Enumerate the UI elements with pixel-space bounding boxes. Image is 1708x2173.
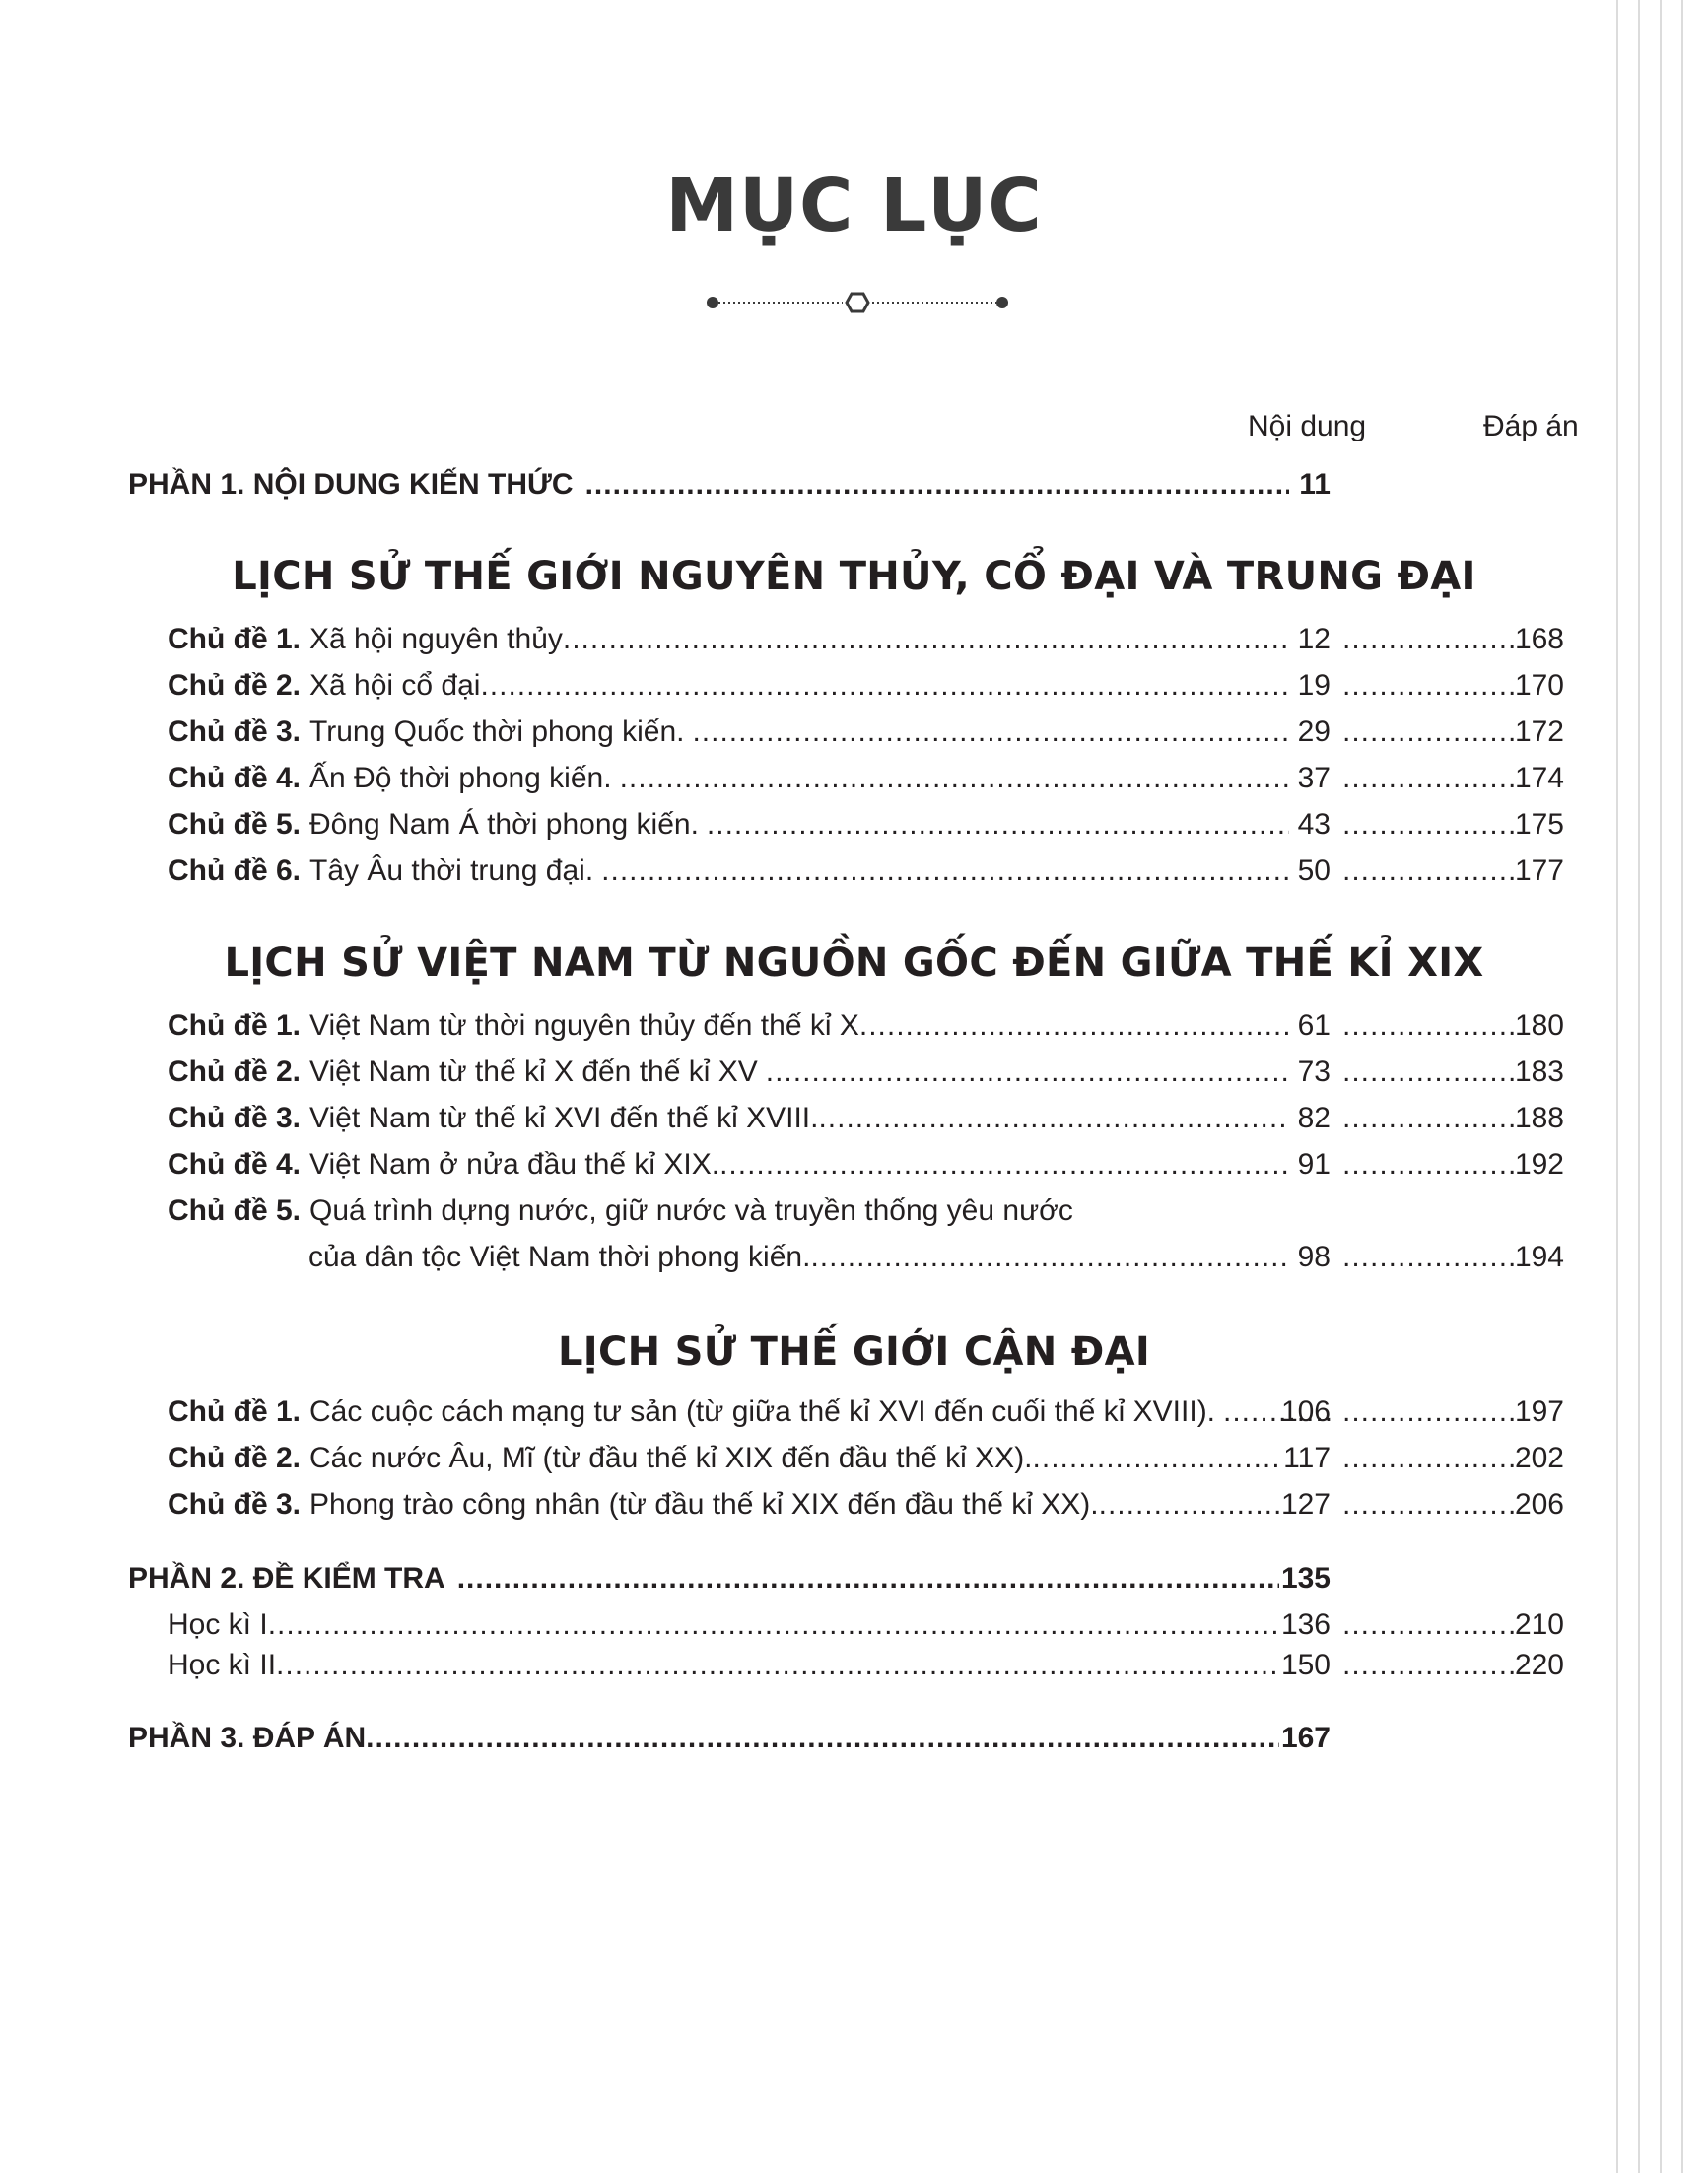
section-heading: LỊCH SỬ THẾ GIỚI NGUYÊN THỦY, CỔ ĐẠI VÀ TRUNG ĐẠI	[232, 554, 1476, 599]
section-heading: LỊCH SỬ VIỆT NAM TỪ NGUỒN GỐC ĐẾN GIỮA THẾ KỈ XIX	[224, 940, 1484, 985]
topic-number: Chủ đề 3.	[168, 1488, 302, 1521]
leader-dots	[268, 1605, 1279, 1645]
topic-title: Việt Nam từ thế kỉ X đến thế kỉ XV	[309, 1055, 758, 1088]
leader-dots	[1342, 1392, 1515, 1432]
topic-title: Các nước Âu, Mĩ (từ đầu thế kỉ XIX đến đầu thế kỉ XX).	[309, 1442, 1033, 1474]
leader-dots	[276, 1646, 1279, 1685]
leader-dots	[1342, 805, 1515, 845]
topic-number: Chủ đề 5.	[168, 808, 302, 841]
toc-row[interactable]	[0, 851, 1708, 891]
toc-part-row[interactable]	[0, 1719, 1708, 1758]
page-number: 12	[1297, 623, 1331, 655]
answer-page-number: 188	[1514, 1102, 1564, 1134]
topic-number: Chủ đề 2.	[168, 669, 302, 702]
toc-row[interactable]	[0, 1145, 1708, 1185]
page-number: 61	[1297, 1009, 1331, 1042]
toc-row[interactable]	[0, 805, 1708, 845]
toc-row[interactable]	[0, 1485, 1708, 1525]
section-heading: LỊCH SỬ THẾ GIỚI CẬN ĐẠI	[557, 1329, 1151, 1375]
toc-row[interactable]	[0, 713, 1708, 752]
topic-title: Tây Âu thời trung đại.	[309, 854, 594, 887]
topic-title: Đông Nam Á thời phong kiến.	[309, 808, 699, 841]
leader-dots	[1342, 1145, 1515, 1185]
topic-number: Chủ đề 4.	[168, 762, 302, 794]
leader-dots	[692, 713, 1289, 752]
toc-row-continuation[interactable]	[0, 1238, 1708, 1277]
page-number: 127	[1280, 1488, 1331, 1521]
toc-row[interactable]	[0, 1099, 1708, 1138]
topic-title: Việt Nam ở nửa đầu thế kỉ XIX.	[309, 1148, 720, 1181]
topic-number: Chủ đề 2.	[168, 1055, 302, 1088]
answer-page-number: 206	[1514, 1488, 1564, 1521]
leader-dots	[480, 666, 1289, 706]
page-number: 117	[1283, 1442, 1331, 1474]
leader-dots	[1342, 1439, 1515, 1478]
topic-number: Chủ đề 6.	[168, 854, 302, 887]
topic-title: Phong trào công nhân (từ đầu thế kỉ XIX đến đầu thế kỉ XX).	[309, 1488, 1099, 1521]
topic-title: Ấn Độ thời phong kiến.	[309, 762, 612, 794]
answer-page-number: 192	[1514, 1148, 1564, 1181]
toc-row[interactable]	[0, 1191, 1708, 1231]
leader-dots	[1342, 1238, 1515, 1277]
toc-row[interactable]	[0, 1053, 1708, 1092]
topic-number: Chủ đề 5.	[168, 1194, 302, 1227]
answer-page-number: 175	[1514, 808, 1564, 841]
page-number: 136	[1280, 1608, 1331, 1641]
topic-title: Quá trình dựng nước, giữ nước và truyền thống yêu nước	[309, 1194, 1073, 1227]
topic-number: Chủ đề 3.	[168, 715, 302, 748]
item-title: Học kì I	[168, 1608, 268, 1641]
leader-dots	[719, 1145, 1289, 1185]
column-head-answers: Đáp án	[1483, 410, 1579, 442]
page-number: 29	[1297, 715, 1331, 748]
page-number: 91	[1297, 1148, 1331, 1181]
leader-dots	[366, 1719, 1279, 1758]
leader-dots	[1342, 1053, 1515, 1092]
leader-dots	[1342, 1646, 1515, 1685]
leader-dots	[1342, 851, 1515, 891]
page-number: 135	[1280, 1562, 1331, 1595]
answer-page-number: 202	[1514, 1442, 1564, 1474]
topic-number: Chủ đề 1.	[168, 1009, 302, 1042]
page-number: 11	[1299, 468, 1331, 501]
toc-row[interactable]	[0, 1006, 1708, 1046]
page-number: 150	[1280, 1649, 1331, 1681]
leader-dots	[1342, 713, 1515, 752]
answer-page-number: 194	[1514, 1241, 1564, 1273]
leader-dots	[1342, 1006, 1515, 1046]
leader-dots	[1033, 1439, 1279, 1478]
leader-dots	[620, 759, 1289, 798]
page-number: 73	[1297, 1055, 1331, 1088]
leader-dots	[810, 1238, 1289, 1277]
leader-dots	[1342, 1485, 1515, 1525]
toc-row[interactable]	[0, 759, 1708, 798]
column-head-content: Nội dung	[1248, 410, 1367, 442]
leader-dots	[1342, 759, 1515, 798]
answer-page-number: 177	[1514, 854, 1564, 887]
toc-part-row[interactable]	[0, 1559, 1708, 1598]
toc-row[interactable]	[0, 1605, 1708, 1645]
leader-dots	[707, 805, 1289, 845]
toc-row[interactable]	[0, 620, 1708, 659]
leader-dots	[859, 1006, 1289, 1046]
topic-title: Xã hội cổ đại	[309, 669, 481, 702]
leader-dots	[457, 1559, 1279, 1598]
answer-page-number: 170	[1514, 669, 1564, 702]
toc-row[interactable]	[0, 1392, 1708, 1432]
part-label: PHẦN 2. ĐỀ KIỂM TRA	[128, 1562, 445, 1595]
page-number: 82	[1297, 1102, 1331, 1134]
answer-page-number: 220	[1514, 1649, 1564, 1681]
answer-page-number: 174	[1514, 762, 1564, 794]
page-number: 43	[1297, 808, 1331, 841]
page-number: 50	[1297, 854, 1331, 887]
answer-page-number: 172	[1514, 715, 1564, 748]
leader-dots	[1099, 1485, 1279, 1525]
topic-number: Chủ đề 2.	[168, 1442, 302, 1474]
page-number: 106	[1280, 1395, 1331, 1428]
page-number: 167	[1280, 1722, 1331, 1754]
topic-title-continuation: của dân tộc Việt Nam thời phong kiến.	[308, 1241, 811, 1273]
answer-page-number: 180	[1514, 1009, 1564, 1042]
answer-page-number: 183	[1514, 1055, 1564, 1088]
leader-dots	[818, 1099, 1289, 1138]
answer-page-number: 197	[1514, 1395, 1564, 1428]
topic-title: Việt Nam từ thế kỉ XVI đến thế kỉ XVIII.	[309, 1102, 819, 1134]
answer-page-number: 210	[1514, 1608, 1564, 1641]
topic-title: Các cuộc cách mạng tư sản (từ giữa thế kỉ XVI đến cuối thế kỉ XVIII).	[309, 1395, 1216, 1428]
leader-dots	[601, 851, 1289, 891]
part-label: PHẦN 3. ĐÁP ÁN	[128, 1722, 367, 1754]
topic-number: Chủ đề 1.	[168, 1395, 302, 1428]
topic-title: Xã hội nguyên thủy	[309, 623, 563, 655]
topic-number: Chủ đề 1.	[168, 623, 302, 655]
leader-dots	[1342, 620, 1515, 659]
toc-row[interactable]	[0, 666, 1708, 706]
page-number: 37	[1297, 762, 1331, 794]
topic-number: Chủ đề 3.	[168, 1102, 302, 1134]
leader-dots	[766, 1053, 1289, 1092]
page-number: 98	[1297, 1241, 1331, 1273]
topic-title: Trung Quốc thời phong kiến.	[309, 715, 685, 748]
page-title: MỤC LỤC	[665, 164, 1043, 248]
leader-dots	[1342, 1099, 1515, 1138]
item-title: Học kì II	[168, 1649, 277, 1681]
leader-dots	[585, 465, 1289, 505]
topic-title: Việt Nam từ thời nguyên thủy đến thế kỉ X	[309, 1009, 859, 1042]
title-ornament	[705, 288, 1010, 317]
toc-part-row[interactable]	[0, 465, 1708, 505]
leader-dots	[1342, 666, 1515, 706]
topic-number: Chủ đề 4.	[168, 1148, 302, 1181]
leader-dots	[563, 620, 1289, 659]
answer-page-number: 168	[1514, 623, 1564, 655]
page-number: 19	[1297, 669, 1331, 702]
part-label: PHẦN 1. NỘI DUNG KIẾN THỨC	[128, 468, 574, 501]
leader-dots	[1342, 1605, 1515, 1645]
toc-row[interactable]	[0, 1646, 1708, 1685]
toc-row[interactable]	[0, 1439, 1708, 1478]
